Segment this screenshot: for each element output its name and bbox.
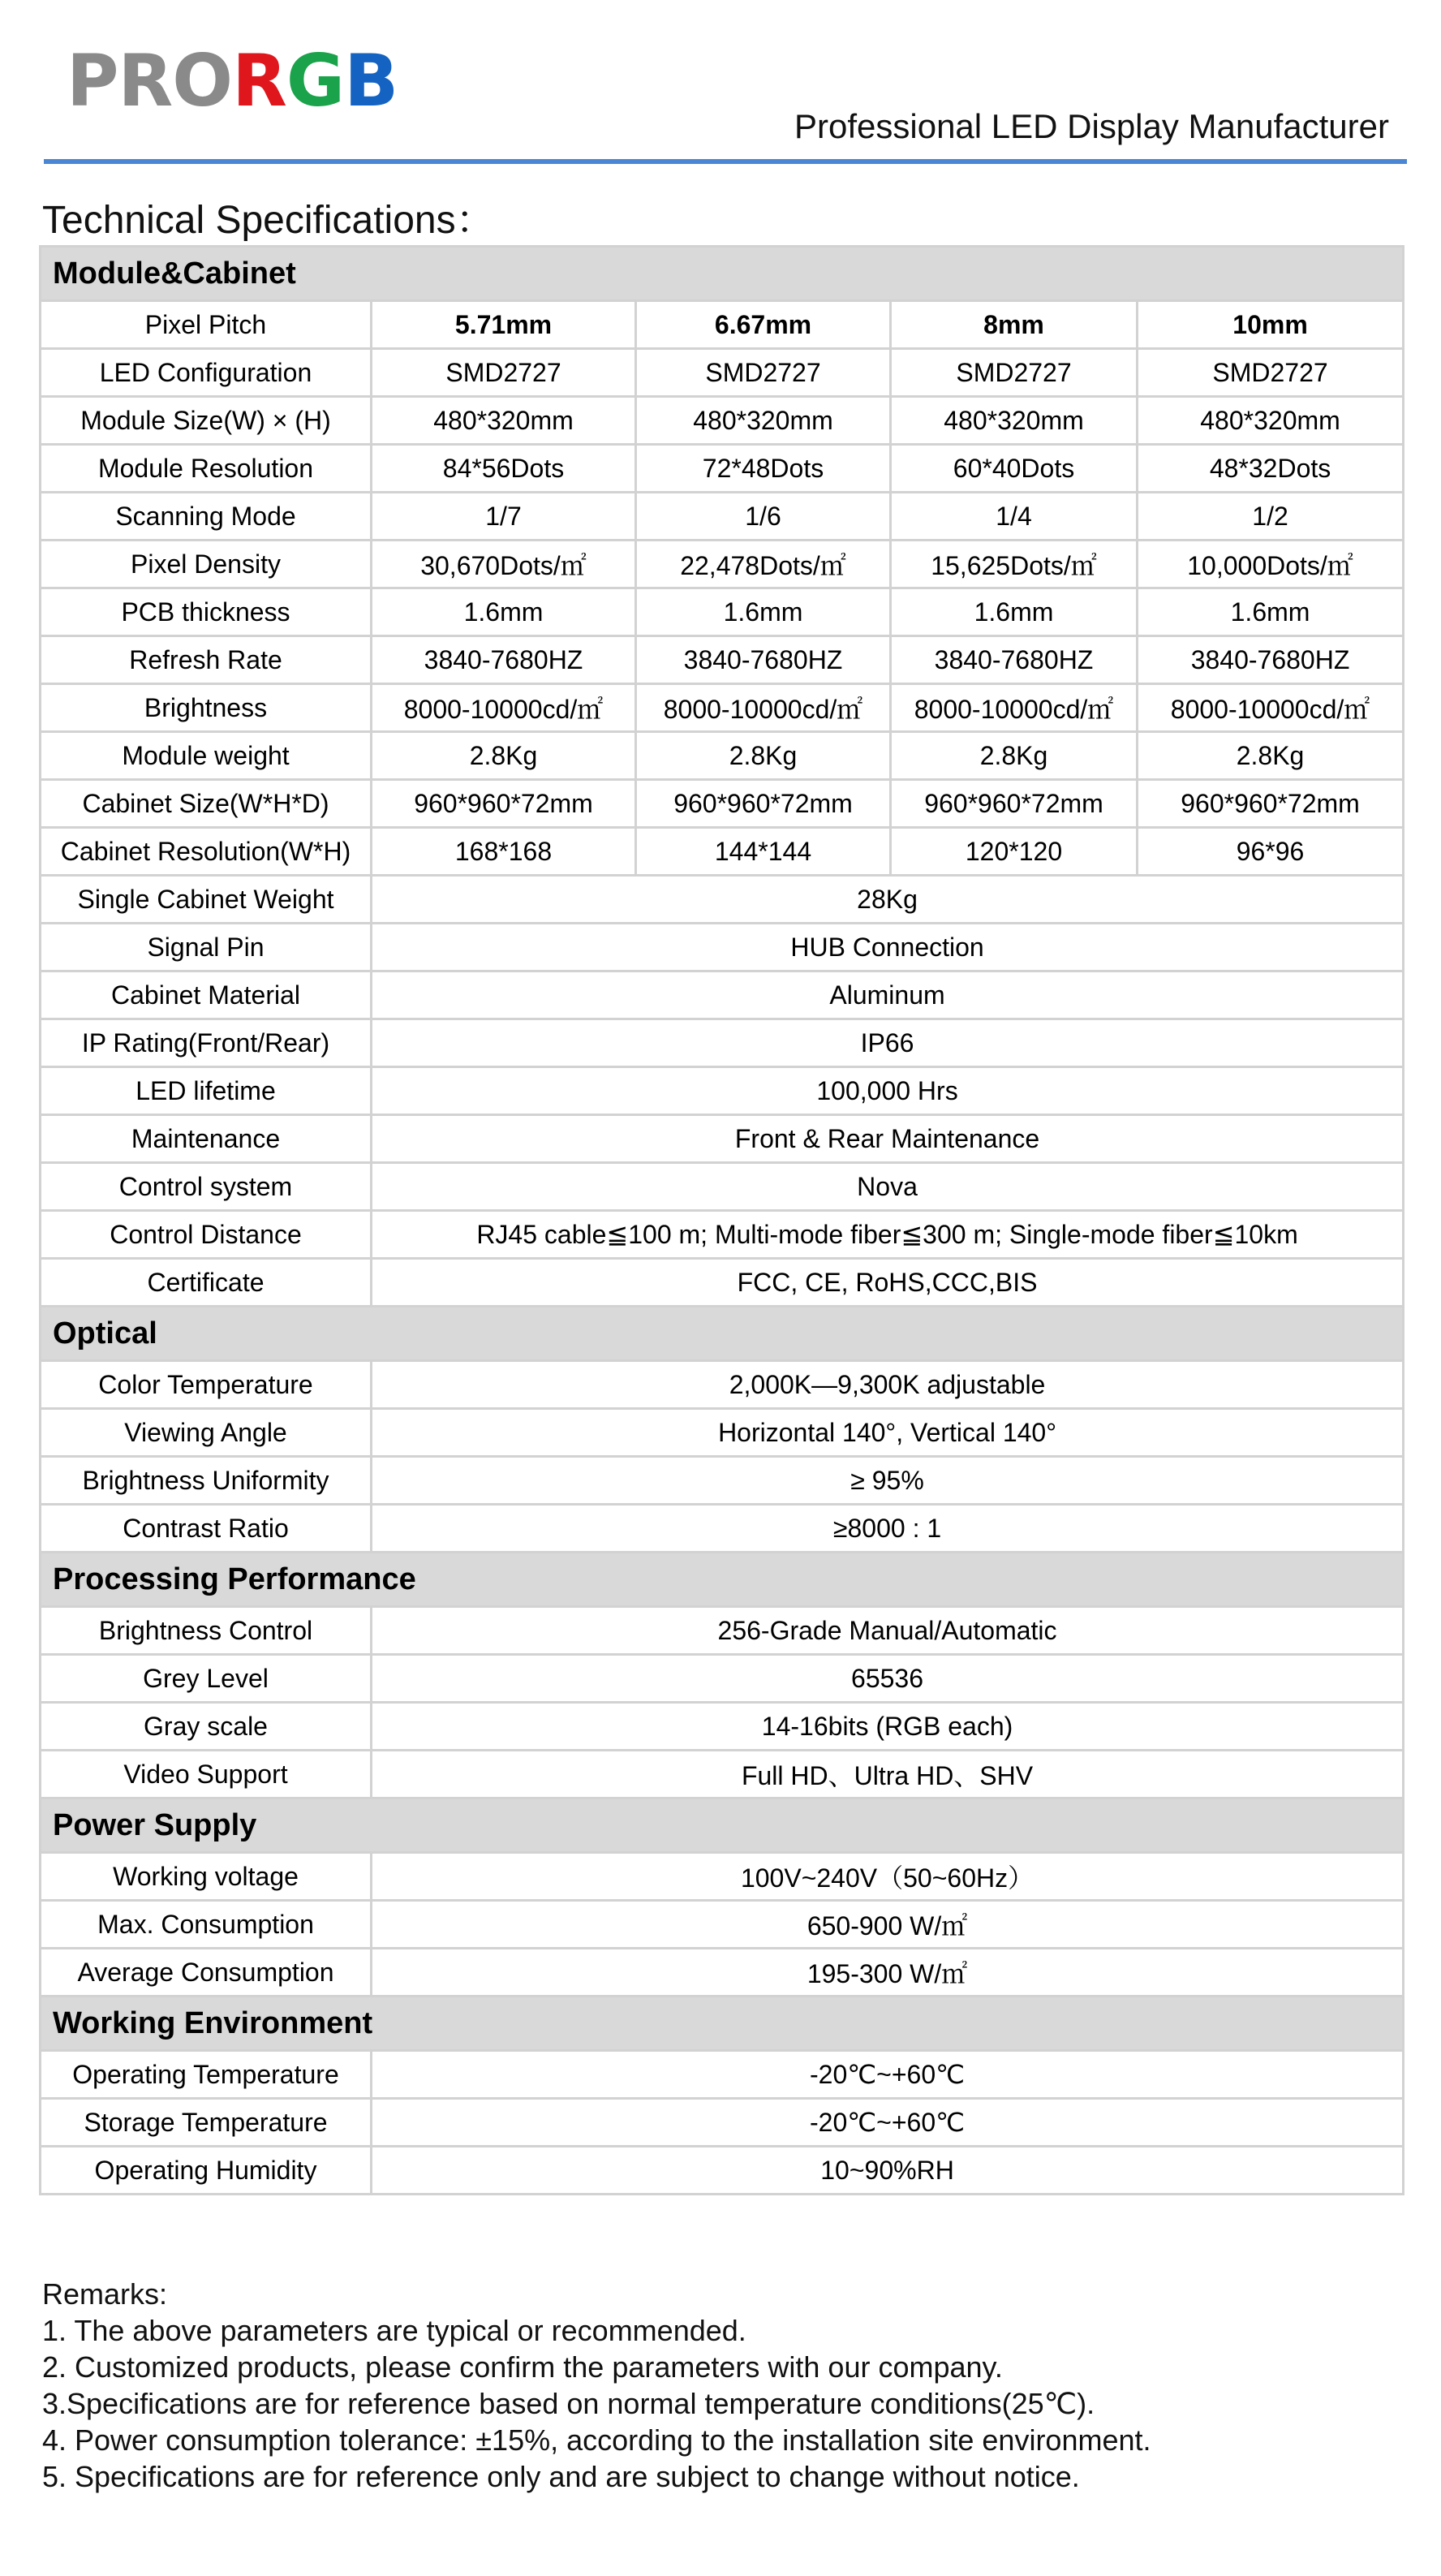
table-row: [41, 1067, 1404, 1115]
cell-value: SMD2727: [1138, 349, 1404, 397]
row-label: Operating Temperature: [41, 2051, 372, 2099]
row-label: Contrast Ratio: [41, 1505, 372, 1553]
row-label: Color Temperature: [41, 1361, 372, 1409]
header-divider: [44, 159, 1407, 164]
table-row: [41, 636, 1404, 684]
row-label: Grey Level: [41, 1655, 372, 1703]
row-label: Module Size(W) × (H): [41, 397, 372, 445]
cell-value: -20℃~+60℃: [372, 2051, 1404, 2099]
cell-value: 72*48Dots: [636, 445, 891, 493]
section-title: Working Environment: [41, 1997, 1404, 2051]
row-label: Working voltage: [41, 1853, 372, 1901]
row-label: Average Consumption: [41, 1949, 372, 1997]
cell-value: SMD2727: [636, 349, 891, 397]
cell-value: 100V~240V（50~60Hz）: [372, 1853, 1404, 1901]
row-label: Module weight: [41, 732, 372, 780]
cell-value: 480*320mm: [372, 397, 636, 445]
cell-value: FCC, CE, RoHS,CCC,BIS: [372, 1259, 1404, 1307]
cell-value: 96*96: [1138, 828, 1404, 876]
column-header-pitch: 8mm: [891, 301, 1138, 349]
cell-value: 960*960*72mm: [1138, 780, 1404, 828]
row-label: Refresh Rate: [41, 636, 372, 684]
cell-value: 8000-10000cd/㎡: [636, 684, 891, 732]
cell-value: SMD2727: [891, 349, 1138, 397]
cell-value: 1/6: [636, 493, 891, 541]
remark-item: 5. Specifications are for reference only and are subject to change without notice.: [42, 2460, 1080, 2493]
table-row: [41, 971, 1404, 1019]
table-row-pixel-pitch: [41, 301, 1404, 349]
row-label: Single Cabinet Weight: [41, 876, 372, 924]
table-row: [41, 732, 1404, 780]
cell-value: Horizontal 140°, Vertical 140°: [372, 1409, 1404, 1457]
table-row: [41, 493, 1404, 541]
cell-value: 480*320mm: [636, 397, 891, 445]
cell-value: 2.8Kg: [636, 732, 891, 780]
table-row: [41, 1409, 1404, 1457]
cell-value: IP66: [372, 1019, 1404, 1067]
table-row: [41, 780, 1404, 828]
cell-value: 144*144: [636, 828, 891, 876]
cell-value: 256-Grade Manual/Automatic: [372, 1607, 1404, 1655]
section-power-supply: [41, 1798, 1404, 1853]
column-header-pitch: 5.71mm: [372, 301, 636, 349]
table-row: [41, 588, 1404, 636]
row-label: Cabinet Size(W*H*D): [41, 780, 372, 828]
cell-value: HUB Connection: [372, 924, 1404, 971]
remark-item: 1. The above parameters are typical or recommended.: [42, 2314, 746, 2347]
logo-letter-b: B: [344, 39, 398, 123]
cell-value: 480*320mm: [891, 397, 1138, 445]
table-row: [41, 1703, 1404, 1751]
table-row: [41, 1259, 1404, 1307]
section-processing-performance: [41, 1553, 1404, 1607]
table-row: [41, 1655, 1404, 1703]
cell-value: 84*56Dots: [372, 445, 636, 493]
cell-value: 1/7: [372, 493, 636, 541]
cell-value: ≥8000 : 1: [372, 1505, 1404, 1553]
cell-value: 14-16bits (RGB each): [372, 1703, 1404, 1751]
remarks-title: Remarks:: [42, 2277, 168, 2311]
cell-value: 3840-7680HZ: [372, 636, 636, 684]
row-label: IP Rating(Front/Rear): [41, 1019, 372, 1067]
cell-value: 100,000 Hrs: [372, 1067, 1404, 1115]
table-row: [41, 541, 1404, 588]
table-row: [41, 349, 1404, 397]
cell-value: 8000-10000cd/㎡: [891, 684, 1138, 732]
cell-value: 120*120: [891, 828, 1138, 876]
row-label: Video Support: [41, 1751, 372, 1798]
row-label: Module Resolution: [41, 445, 372, 493]
cell-value: 22,478Dots/㎡: [636, 541, 891, 588]
table-row: [41, 1901, 1404, 1949]
cell-value: 2.8Kg: [891, 732, 1138, 780]
row-label: Maintenance: [41, 1115, 372, 1163]
cell-value: 30,670Dots/㎡: [372, 541, 636, 588]
table-row: [41, 1163, 1404, 1211]
section-title: Optical: [41, 1307, 1404, 1361]
column-header-pitch: 10mm: [1138, 301, 1404, 349]
table-row: [41, 1853, 1404, 1901]
cell-value: 168*168: [372, 828, 636, 876]
table-row: [41, 876, 1404, 924]
cell-value: 3840-7680HZ: [1138, 636, 1404, 684]
cell-value: -20℃~+60℃: [372, 2099, 1404, 2147]
row-label: Operating Humidity: [41, 2147, 372, 2195]
remark-item: 4. Power consumption tolerance: ±15%, according to the installation site environment.: [42, 2423, 1151, 2457]
page-title: Technical Specifications：: [42, 199, 495, 242]
table-row: [41, 1607, 1404, 1655]
section-optical: [41, 1307, 1404, 1361]
table-row: [41, 1949, 1404, 1997]
table-row: [41, 1457, 1404, 1505]
section-title: Power Supply: [41, 1798, 1404, 1853]
row-label: Brightness Uniformity: [41, 1457, 372, 1505]
cell-value: 8000-10000cd/㎡: [372, 684, 636, 732]
logo-letter-g: G: [286, 39, 345, 123]
cell-value: 195-300 W/㎡: [372, 1949, 1404, 1997]
logo-letter-r: R: [232, 39, 286, 123]
row-label: Control system: [41, 1163, 372, 1211]
cell-value: 2,000K—9,300K adjustable: [372, 1361, 1404, 1409]
cell-value: ≥ 95%: [372, 1457, 1404, 1505]
cell-value: RJ45 cable≦100 m; Multi-mode fiber≦300 m; Single-mode fiber≦10km: [372, 1211, 1404, 1259]
remark-item: 2. Customized products, please confirm the parameters with our company.: [42, 2350, 1003, 2384]
cell-value: 8000-10000cd/㎡: [1138, 684, 1404, 732]
remarks: [42, 2276, 1151, 2495]
row-label: Brightness: [41, 684, 372, 732]
cell-value: 2.8Kg: [1138, 732, 1404, 780]
row-label: Control Distance: [41, 1211, 372, 1259]
row-label: Scanning Mode: [41, 493, 372, 541]
cell-value: 1.6mm: [372, 588, 636, 636]
cell-value: Nova: [372, 1163, 1404, 1211]
table-row: [41, 2147, 1404, 2195]
row-label: Gray scale: [41, 1703, 372, 1751]
cell-value: 1.6mm: [1138, 588, 1404, 636]
table-row: [41, 1211, 1404, 1259]
cell-value: Full HD、Ultra HD、SHV: [372, 1751, 1404, 1798]
section-title: Module&Cabinet: [41, 247, 1404, 301]
row-label: Viewing Angle: [41, 1409, 372, 1457]
table-row: [41, 397, 1404, 445]
section-title: Processing Performance: [41, 1553, 1404, 1607]
cell-value: 28Kg: [372, 876, 1404, 924]
table-row: [41, 1361, 1404, 1409]
cell-value: 60*40Dots: [891, 445, 1138, 493]
cell-value: 3840-7680HZ: [636, 636, 891, 684]
cell-value: 2.8Kg: [372, 732, 636, 780]
spec-table: [39, 245, 1404, 2195]
cell-value: 480*320mm: [1138, 397, 1404, 445]
cell-value: 1.6mm: [636, 588, 891, 636]
row-label: Max. Consumption: [41, 1901, 372, 1949]
cell-value: 960*960*72mm: [636, 780, 891, 828]
row-label: Brightness Control: [41, 1607, 372, 1655]
row-label: LED lifetime: [41, 1067, 372, 1115]
cell-value: 960*960*72mm: [372, 780, 636, 828]
row-label: Cabinet Resolution(W*H): [41, 828, 372, 876]
table-row: [41, 2051, 1404, 2099]
table-row: [41, 684, 1404, 732]
row-label: Signal Pin: [41, 924, 372, 971]
cell-value: Aluminum: [372, 971, 1404, 1019]
section-module-cabinet: [41, 247, 1404, 301]
table-row: [41, 445, 1404, 493]
cell-value: 1/2: [1138, 493, 1404, 541]
cell-value: SMD2727: [372, 349, 636, 397]
row-label: PCB thickness: [41, 588, 372, 636]
row-label: Storage Temperature: [41, 2099, 372, 2147]
remark-item: 3.Specifications are for reference based on normal temperature conditions(25℃).: [42, 2387, 1095, 2420]
cell-value: Front & Rear Maintenance: [372, 1115, 1404, 1163]
cell-value: 960*960*72mm: [891, 780, 1138, 828]
table-row: [41, 1115, 1404, 1163]
cell-value: 10~90%RH: [372, 2147, 1404, 2195]
cell-value: 15,625Dots/㎡: [891, 541, 1138, 588]
row-label: Pixel Pitch: [41, 301, 372, 349]
table-row: [41, 1019, 1404, 1067]
cell-value: 3840-7680HZ: [891, 636, 1138, 684]
row-label: LED Configuration: [41, 349, 372, 397]
company-tagline: Professional LED Display Manufacturer: [794, 107, 1389, 145]
cell-value: 1.6mm: [891, 588, 1138, 636]
brand-logo: [67, 39, 398, 123]
cell-value: 1/4: [891, 493, 1138, 541]
cell-value: 48*32Dots: [1138, 445, 1404, 493]
row-label: Cabinet Material: [41, 971, 372, 1019]
table-row: [41, 828, 1404, 876]
table-row: [41, 1751, 1404, 1798]
column-header-pitch: 6.67mm: [636, 301, 891, 349]
row-label: Pixel Density: [41, 541, 372, 588]
cell-value: 650-900 W/㎡: [372, 1901, 1404, 1949]
row-label: Certificate: [41, 1259, 372, 1307]
cell-value: 10,000Dots/㎡: [1138, 541, 1404, 588]
cell-value: 65536: [372, 1655, 1404, 1703]
table-row: [41, 2099, 1404, 2147]
section-working-environment: [41, 1997, 1404, 2051]
table-row: [41, 924, 1404, 971]
logo-text-pro: PRO: [67, 39, 233, 123]
table-row: [41, 1505, 1404, 1553]
